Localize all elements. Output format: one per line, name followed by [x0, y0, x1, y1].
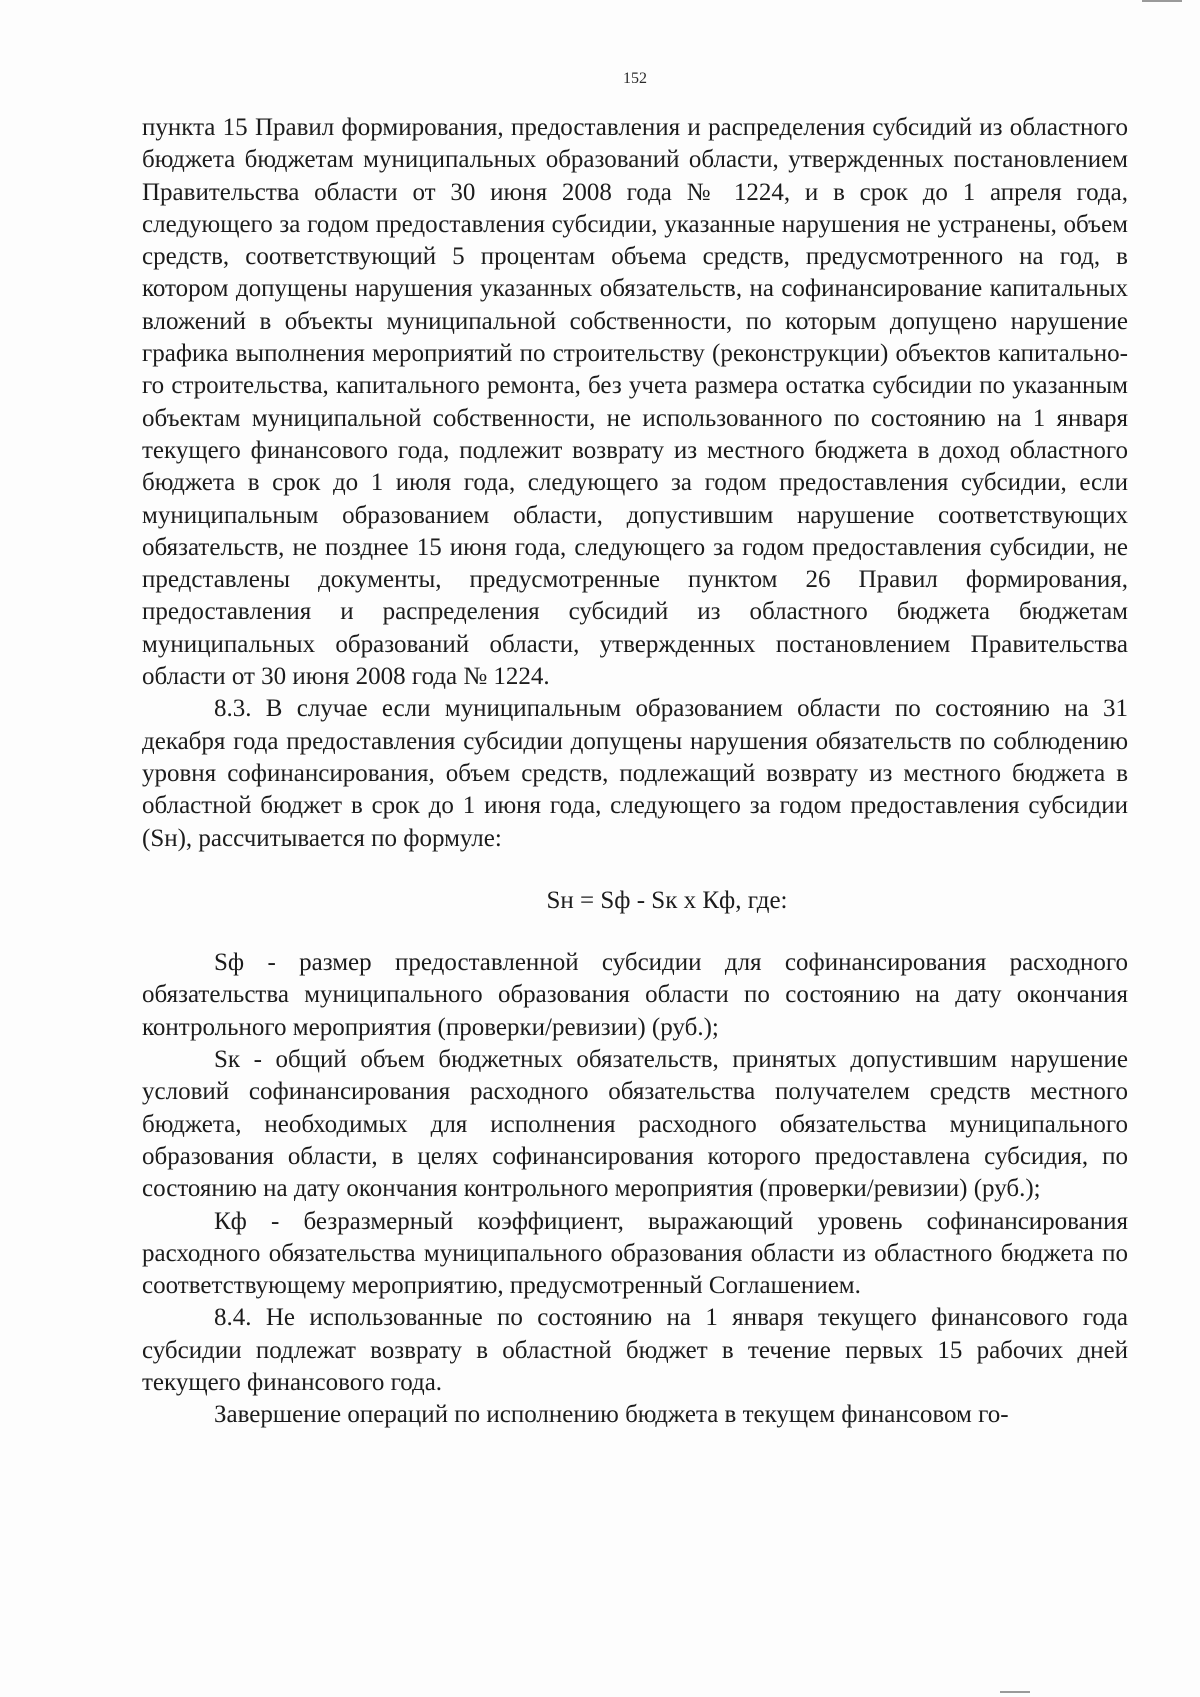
- formula: Sн = Sф - Sк х Кф, где:: [546, 886, 788, 914]
- definition-s-f: Sф - размер предоставленной субсидии для софинансирования расходного обязательства муниципального образования области по состоянию на дату окончания контрольного мероприятия (проверки/ревизии) (руб.);: [142, 949, 1128, 1041]
- scan-artifact-bottom: [1000, 1691, 1030, 1693]
- paragraph-8-4: 8.4. Не использованные по состоянию на 1 января текущего финансового года субсидии подлежат возврату в областной бюджет в течение первых 15 рабочих дней текущего финансового года.: [142, 1304, 1128, 1396]
- definition-s-k: Sк - общий объем бюджетных обязательств, принятых допустившим нарушение условий софинансирования расходного обязательства получателем средств местного бюджета, необходимых для исполнения расходного обязательства муниципального образования области, в целях софинансирования которого предоставлена субсидия, по состоянию на дату окончания контрольного мероприятия (проверки/ревизии) (руб.);: [142, 1046, 1128, 1203]
- scan-artifact-top: [1142, 0, 1182, 2]
- paragraph-8-3: 8.3. В случае если муниципальным образованием области по состоянию на 31 декабря года предоставления субсидии допущены нарушения обязательств по соблюдению уровня софинансирования, объем средств, подлежащий возврату из местного бюджета в областной бюджет в срок до 1 июня года, следующего за годом предоставления субсидии (Sн), рассчитывается по формуле:: [142, 695, 1128, 852]
- definition-k-f: Кф - безразмерный коэффициент, выражающий уровень софинансирования расходного обязательства муниципального образования области из областного бюджета по соответствующему мероприятию, предусмотренный Соглашением.: [142, 1207, 1128, 1300]
- page-number: 152: [623, 70, 647, 87]
- paragraph-continuation: пункта 15 Правил формирования, предоставления и распределения субсидий из областного бюджета бюджетам муниципальных образований области, утвержденных постановлением Правительства области от 30 июня 2008 года № 1224, и в срок до 1 апреля года, следующего за годом предоставления субсидии, указанные нарушения не устранены, объем средств, соответствующий 5 процентам объема средств, предусмотренного на год, в котором допущены нарушения указанных обязательств, на софинансирование капитальных вложений в объекты муниципальной собственности, по которым допущено нарушение графика выполнения мероприятий по строительству (реконструкции) объектов капитального строительства, капитального ремонта, без учета размера остатка субсидии по указанным объектам муниципальной собственности, не использованного по состоянию на 1 января текущего финансового года, подлежит возврату из местного бюджета в доход областного бюджета в срок до 1 июля года, следующего за годом предоставления субсидии, если муниципальным образованием области, допустившим нарушение соответствующих обязательств, не позднее 15 июня года, следующего за годом предоставления субсидии, не представлены документы, предусмотренные пунктом 26 Правил формирования, предоставления и распределения субсидий из областного бюджета бюджетам муниципальных образований области, утвержденных постановлением Правительства области от 30 июня 2008 года № 1224.: [142, 114, 1128, 691]
- document-body: [142, 112, 1128, 1432]
- paragraph-completion: Завершение операций по исполнению бюджета в текущем финансовом го-: [214, 1401, 1009, 1429]
